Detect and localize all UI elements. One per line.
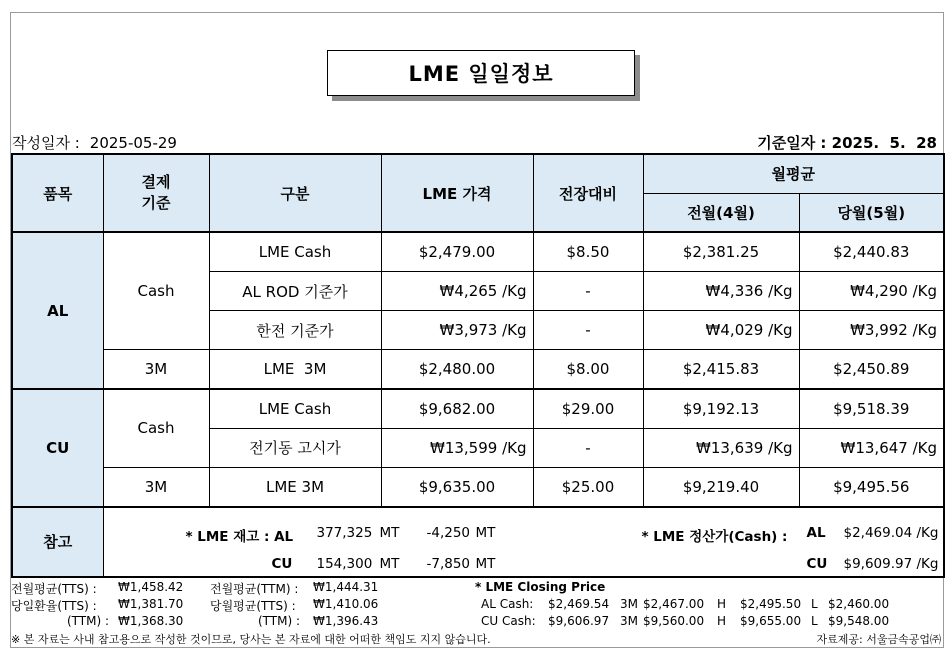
cu-stock: 154,300: [316, 555, 373, 572]
cu-row-category: LME 3M: [209, 467, 381, 506]
al-cash-label: AL Cash:: [481, 597, 534, 611]
cu-h: $9,655.00: [740, 614, 802, 628]
prev-avg-ttm-label: 전월평균(TTM) :: [210, 582, 299, 596]
reference-cell: [103, 507, 944, 577]
cur-avg-tts-label: 당월평균(TTS) :: [210, 599, 296, 613]
cu-h-label: H: [717, 614, 727, 628]
cu-row-diff: $25.00: [533, 467, 643, 506]
cu-3m-label: 3M: [620, 614, 638, 628]
closing-title: * LME Closing Price: [475, 580, 606, 594]
cu-stock-unit: MT: [379, 555, 400, 572]
cu-stock-change: -7,850: [426, 555, 471, 572]
settle-cu-value: $9,609.97 /Kg: [843, 555, 939, 572]
al-l-label: L: [811, 597, 818, 611]
cu-stock-label: CU: [271, 555, 293, 572]
header-lme-price: LME 가격: [381, 154, 533, 232]
al-row-price: $2,480.00: [381, 350, 533, 389]
al-change-unit: MT: [475, 524, 496, 541]
cu-row-cur: ₩13,647 /Kg: [799, 428, 944, 467]
al-row-prev: $2,381.25: [643, 232, 799, 271]
cu-3m: $9,560.00: [643, 614, 705, 628]
cu-row-prev: $9,219.40: [643, 467, 799, 506]
prev-avg-tts-label: 전월평균(TTS) :: [11, 582, 97, 596]
al-h: $2,495.50: [740, 597, 802, 611]
al-row-diff: $8.50: [533, 232, 643, 271]
cu-row-diff: $29.00: [533, 389, 643, 428]
al-row-cur: $2,450.89: [799, 350, 944, 389]
cu-row-price: $9,635.00: [381, 467, 533, 506]
written-date-value: 2025-05-29: [89, 134, 177, 152]
al-h-label: H: [717, 597, 727, 611]
cur-avg-ttm: ₩1,396.43: [313, 614, 379, 628]
disclaimer: ※ 본 자료는 사내 참고용으로 작성한 것이므로, 당사는 본 자료에 대한 어떠한 책임도 지지 않습니다.: [11, 633, 491, 646]
footer-line-3: [11, 614, 943, 630]
al-row-price: ₩4,265 /Kg: [381, 272, 533, 311]
al-row-prev: ₩4,029 /Kg: [643, 311, 799, 350]
al-row-diff: $8.00: [533, 350, 643, 389]
cu-change-unit: MT: [475, 555, 496, 572]
cu-cash-label: CU Cash:: [481, 614, 536, 628]
cu-row-category: LME Cash: [209, 389, 381, 428]
cu-row-diff: -: [533, 428, 643, 467]
header-monthly-avg: 월평균: [643, 154, 944, 193]
cu-row-cur: $9,518.39: [799, 389, 944, 428]
header-settlement: 결제 기준: [103, 154, 209, 232]
al-row-category: LME 3M: [209, 350, 381, 389]
stock-label: * LME 재고 : AL: [185, 528, 294, 545]
today-ttm: ₩1,368.30: [118, 614, 184, 628]
cu-row-price: ₩13,599 /Kg: [381, 428, 533, 467]
al-cash: $2,469.54: [548, 597, 610, 611]
settle-al-value: $2,469.04 /Kg: [843, 524, 939, 541]
al-row-prev: $2,415.83: [643, 350, 799, 389]
prev-avg-tts: ₩1,458.42: [118, 580, 184, 594]
page-title: LME 일일정보: [327, 50, 635, 96]
al-row-price: $2,479.00: [381, 232, 533, 271]
al-stock-change: -4,250: [426, 524, 471, 541]
today-tts-label: 당일환율(TTS) :: [11, 599, 97, 613]
reference-line-al: [104, 525, 944, 545]
settle-cu-label: CU: [806, 555, 828, 572]
header-item: 품목: [12, 154, 103, 232]
cu-settlement-cash: Cash: [103, 389, 209, 467]
cu-settlement-3m: 3M: [103, 467, 209, 506]
lme-price-table: [11, 153, 945, 578]
cu-l-label: L: [811, 614, 818, 628]
footer-line-1: [11, 580, 943, 596]
today-tts: ₩1,381.70: [118, 597, 184, 611]
written-date-label: 작성일자 :: [12, 134, 80, 152]
today-ttm-label: (TTM) :: [67, 614, 110, 628]
cu-l: $9,548.00: [828, 614, 890, 628]
al-row-category: LME Cash: [209, 232, 381, 271]
al-row-diff: -: [533, 311, 643, 350]
item-cu: CU: [12, 389, 103, 507]
al-stock: 377,325: [316, 524, 373, 541]
written-date-line: [12, 132, 177, 153]
al-3m-label: 3M: [620, 597, 638, 611]
base-date-value: 2025. 5. 28: [831, 134, 937, 152]
item-al: AL: [12, 232, 103, 389]
settle-al-label: AL: [806, 524, 826, 541]
prev-avg-ttm: ₩1,444.31: [313, 580, 379, 594]
al-row-cur: $2,440.83: [799, 232, 944, 271]
al-l: $2,460.00: [828, 597, 890, 611]
al-3m: $2,467.00: [643, 597, 705, 611]
al-stock-unit: MT: [379, 524, 400, 541]
header-prev-month: 전월(4월): [643, 193, 799, 232]
base-date-line: [757, 132, 937, 153]
cu-row-cur: $9,495.56: [799, 467, 944, 506]
header-category: 구분: [209, 154, 381, 232]
reference-label: 참고: [12, 507, 103, 577]
al-settlement-cash: Cash: [103, 232, 209, 350]
footer-line-4: [11, 631, 943, 647]
data-source: 자료제공: 서울금속공업㈜: [816, 633, 941, 646]
footer: [11, 579, 943, 649]
al-row-diff: -: [533, 272, 643, 311]
al-row-category: AL ROD 기준가: [209, 272, 381, 311]
reference-line-cu: [104, 556, 944, 576]
cur-avg-tts: ₩1,410.06: [313, 597, 379, 611]
al-row-category: 한전 기준가: [209, 311, 381, 350]
cu-cash: $9,606.97: [548, 614, 610, 628]
cur-avg-ttm-label: (TTM) :: [258, 614, 301, 628]
cu-row-price: $9,682.00: [381, 389, 533, 428]
al-row-price: ₩3,973 /Kg: [381, 311, 533, 350]
al-row-cur: ₩3,992 /Kg: [799, 311, 944, 350]
base-date-label: 기준일자 :: [757, 134, 827, 152]
al-row-cur: ₩4,290 /Kg: [799, 272, 944, 311]
cu-row-prev: $9,192.13: [643, 389, 799, 428]
settle-label: * LME 정산가(Cash) :: [641, 528, 788, 545]
cu-row-category: 전기동 고시가: [209, 428, 381, 467]
al-row-prev: ₩4,336 /Kg: [643, 272, 799, 311]
header-this-month: 당월(5월): [799, 193, 944, 232]
header-prev-diff: 전장대비: [533, 154, 643, 232]
cu-row-prev: ₩13,639 /Kg: [643, 428, 799, 467]
footer-line-2: [11, 597, 943, 613]
al-settlement-3m: 3M: [103, 350, 209, 389]
reference-content: [104, 508, 944, 576]
